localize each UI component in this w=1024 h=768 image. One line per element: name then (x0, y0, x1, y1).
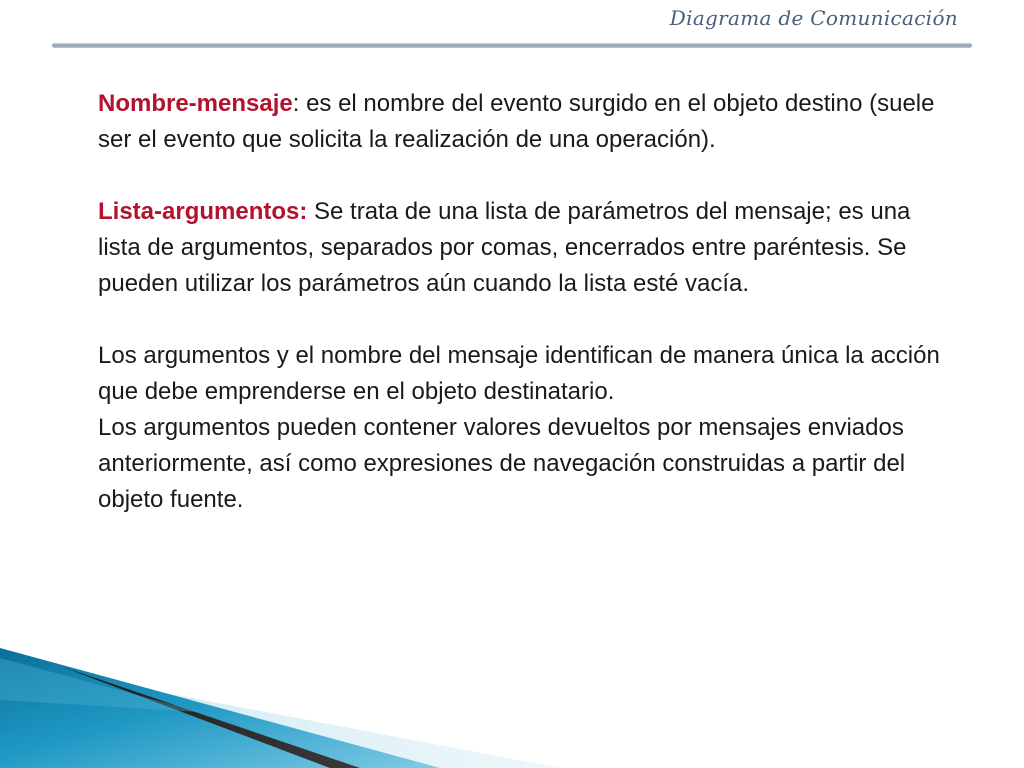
term-nombre-mensaje: Nombre-mensaje (98, 90, 293, 117)
title-divider (52, 43, 972, 48)
paragraph-lista-argumentos (98, 194, 948, 302)
decorative-corner-swoosh (0, 640, 1024, 768)
paragraph-argumentos-identifican: Los argumentos y el nombre del mensaje identifican de manera única la acción que debe emprenderse en el objeto destinatario. (98, 342, 940, 405)
term-lista-argumentos: Lista-argumentos: (98, 198, 308, 225)
slide-body (98, 86, 948, 518)
paragraph-spacer (98, 158, 948, 194)
definition-lista-argumentos: Se trata de una lista de parámetros del mensaje; es una lista de argumentos, separados por comas, encerrados entre paréntesis. Se pueden utilizar los parámetros aún cuando la lista esté vacía. (98, 198, 911, 297)
paragraph-nombre-mensaje (98, 86, 948, 158)
swoosh-blue-band (0, 648, 440, 768)
slide-title: Diagrama de Comunicación (669, 6, 958, 30)
definition-nombre-mensaje: : es el nombre del evento surgido en el objeto destino (suele ser el evento que solicita la realización de una operación). (98, 90, 935, 153)
paragraph-argumentos-valores: Los argumentos pueden contener valores devueltos por mensajes enviados anteriormente, así como expresiones de navegación construidas a partir del objeto fuente. (98, 414, 906, 513)
paragraph-spacer (98, 302, 948, 338)
